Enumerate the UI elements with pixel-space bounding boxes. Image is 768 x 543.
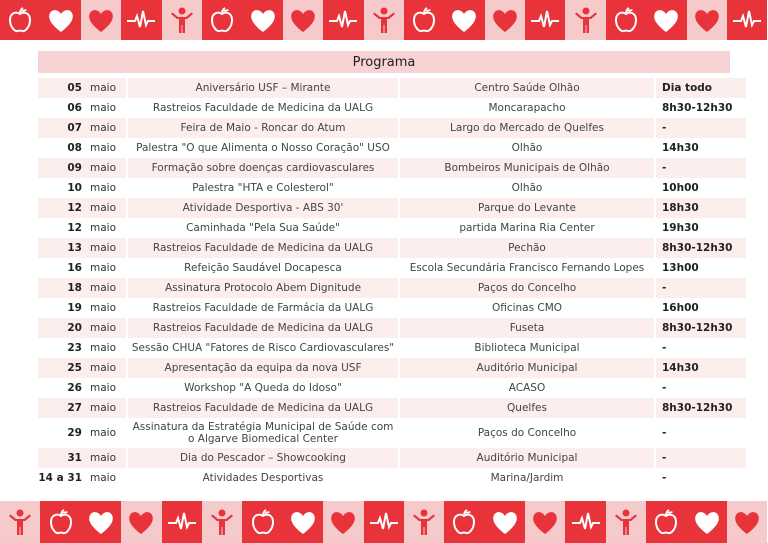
heartbeat-icon xyxy=(126,5,156,35)
apple-icon xyxy=(449,507,479,537)
border-tile xyxy=(525,0,565,40)
schedule-day: 07 xyxy=(38,118,88,138)
table-row xyxy=(38,448,746,468)
apple-icon xyxy=(409,5,439,35)
schedule-place: Escola Secundária Francisco Fernando Lopes xyxy=(400,258,656,278)
border-tile xyxy=(606,501,646,543)
border-tile xyxy=(646,0,686,40)
schedule-month: maio xyxy=(88,448,126,468)
heartbeat-icon xyxy=(732,5,762,35)
schedule-month: maio xyxy=(88,338,126,358)
border-tile xyxy=(323,501,363,543)
table-row xyxy=(38,158,746,178)
schedule-time: - xyxy=(656,418,746,448)
border-tile xyxy=(283,0,323,40)
heart-icon xyxy=(490,507,520,537)
border-tile xyxy=(81,501,121,543)
top-icon-border xyxy=(0,0,768,40)
table-row xyxy=(38,418,746,448)
heart-icon xyxy=(732,507,762,537)
table-row xyxy=(38,398,746,418)
schedule-event: Atividades Desportivas xyxy=(126,468,400,488)
heart-icon xyxy=(248,5,278,35)
heart-icon xyxy=(288,507,318,537)
schedule-time: 19h30 xyxy=(656,218,746,238)
schedule-time: 13h00 xyxy=(656,258,746,278)
schedule-month: maio xyxy=(88,318,126,338)
heartbeat-icon xyxy=(167,507,197,537)
schedule-event: Formação sobre doenças cardiovasculares xyxy=(126,158,400,178)
border-tile xyxy=(162,501,202,543)
border-tile xyxy=(242,0,282,40)
border-tile xyxy=(283,501,323,543)
person-icon xyxy=(611,507,641,537)
schedule-day: 18 xyxy=(38,278,88,298)
schedule-day: 29 xyxy=(38,418,88,448)
schedule-event: Apresentação da equipa da nova USF xyxy=(126,358,400,378)
border-tile xyxy=(404,501,444,543)
schedule-day: 12 xyxy=(38,198,88,218)
table-row xyxy=(38,298,746,318)
schedule-place: Auditório Municipal xyxy=(400,358,656,378)
border-tile xyxy=(646,501,686,543)
person-icon xyxy=(571,5,601,35)
heart-icon xyxy=(449,5,479,35)
border-tile xyxy=(0,501,40,543)
schedule-event: Sessão CHUA "Fatores de Risco Cardiovasculares" xyxy=(126,338,400,358)
schedule-place: Marina/Jardim xyxy=(400,468,656,488)
heart-icon xyxy=(692,507,722,537)
schedule-time: 8h30-12h30 xyxy=(656,238,746,258)
schedule-time: - xyxy=(656,448,746,468)
border-tile xyxy=(606,0,646,40)
schedule-table xyxy=(38,78,746,488)
schedule-month: maio xyxy=(88,278,126,298)
schedule-time: - xyxy=(656,158,746,178)
schedule-place: Olhão xyxy=(400,138,656,158)
heart-icon xyxy=(288,5,318,35)
apple-icon xyxy=(46,507,76,537)
border-tile xyxy=(364,501,404,543)
apple-icon xyxy=(5,5,35,35)
schedule-place: Centro Saúde Olhão xyxy=(400,78,656,98)
schedule-event: Rastreios Faculdade de Medicina da UALG xyxy=(126,398,400,418)
schedule-day: 08 xyxy=(38,138,88,158)
table-row xyxy=(38,138,746,158)
border-tile xyxy=(202,501,242,543)
table-row xyxy=(38,338,746,358)
border-tile xyxy=(687,501,727,543)
schedule-event: Refeição Saudável Docapesca xyxy=(126,258,400,278)
schedule-event: Assinatura Protocolo Abem Dignitude xyxy=(126,278,400,298)
schedule-month: maio xyxy=(88,198,126,218)
schedule-time: 14h30 xyxy=(656,138,746,158)
schedule-time: 14h30 xyxy=(656,358,746,378)
table-row xyxy=(38,98,746,118)
schedule-month: maio xyxy=(88,378,126,398)
heartbeat-icon xyxy=(328,5,358,35)
schedule-time: 8h30-12h30 xyxy=(656,318,746,338)
schedule-month: maio xyxy=(88,118,126,138)
schedule-month: maio xyxy=(88,138,126,158)
table-row xyxy=(38,198,746,218)
schedule-month: maio xyxy=(88,418,126,448)
schedule-time: - xyxy=(656,118,746,138)
schedule-time: - xyxy=(656,378,746,398)
border-tile xyxy=(727,0,767,40)
person-icon xyxy=(167,5,197,35)
schedule-place: Fuseta xyxy=(400,318,656,338)
schedule-time: 16h00 xyxy=(656,298,746,318)
schedule-place: Bombeiros Municipais de Olhão xyxy=(400,158,656,178)
schedule-day: 26 xyxy=(38,378,88,398)
table-row xyxy=(38,258,746,278)
schedule-event: Caminhada "Pela Sua Saúde" xyxy=(126,218,400,238)
schedule-month: maio xyxy=(88,238,126,258)
border-tile xyxy=(444,0,484,40)
schedule-place: Oficinas CMO xyxy=(400,298,656,318)
bottom-icon-border xyxy=(0,501,768,543)
schedule-place: Auditório Municipal xyxy=(400,448,656,468)
schedule-event: Feira de Maio - Roncar do Atum xyxy=(126,118,400,138)
schedule-place: Paços do Concelho xyxy=(400,278,656,298)
border-tile xyxy=(121,501,161,543)
schedule-event: Aniversário USF – Mirante xyxy=(126,78,400,98)
table-row xyxy=(38,178,746,198)
person-icon xyxy=(5,507,35,537)
border-tile xyxy=(687,0,727,40)
table-row xyxy=(38,318,746,338)
schedule-event: Rastreios Faculdade de Farmácia da UALG xyxy=(126,298,400,318)
schedule-day: 20 xyxy=(38,318,88,338)
schedule-event: Assinatura da Estratégia Municipal de Saúde com o Algarve Biomedical Center xyxy=(126,418,400,448)
border-tile xyxy=(162,0,202,40)
border-tile xyxy=(525,501,565,543)
schedule-month: maio xyxy=(88,298,126,318)
heart-icon xyxy=(46,5,76,35)
heart-icon xyxy=(86,5,116,35)
border-tile xyxy=(727,501,767,543)
schedule-place: Paços do Concelho xyxy=(400,418,656,448)
schedule-event: Atividade Desportiva - ABS 30' xyxy=(126,198,400,218)
border-tile xyxy=(485,0,525,40)
apple-icon xyxy=(207,5,237,35)
schedule-month: maio xyxy=(88,218,126,238)
border-tile xyxy=(404,0,444,40)
table-row xyxy=(38,378,746,398)
schedule-month: maio xyxy=(88,78,126,98)
person-icon xyxy=(409,507,439,537)
table-row xyxy=(38,278,746,298)
schedule-event: Palestra "O que Alimenta o Nosso Coração" USO xyxy=(126,138,400,158)
schedule-day: 27 xyxy=(38,398,88,418)
schedule-month: maio xyxy=(88,158,126,178)
schedule-place: Pechão xyxy=(400,238,656,258)
schedule-time: 8h30-12h30 xyxy=(656,398,746,418)
schedule-month: maio xyxy=(88,98,126,118)
heartbeat-icon xyxy=(571,507,601,537)
schedule-place: Biblioteca Municipal xyxy=(400,338,656,358)
person-icon xyxy=(207,507,237,537)
schedule-month: maio xyxy=(88,398,126,418)
heart-icon xyxy=(530,507,560,537)
heartbeat-icon xyxy=(530,5,560,35)
heart-icon xyxy=(490,5,520,35)
schedule-day: 05 xyxy=(38,78,88,98)
schedule-event: Rastreios Faculdade de Medicina da UALG xyxy=(126,318,400,338)
schedule-place: partida Marina Ria Center xyxy=(400,218,656,238)
schedule-day: 10 xyxy=(38,178,88,198)
schedule-day: 12 xyxy=(38,218,88,238)
heart-icon xyxy=(86,507,116,537)
border-tile xyxy=(121,0,161,40)
schedule-place: Parque do Levante xyxy=(400,198,656,218)
border-tile xyxy=(202,0,242,40)
schedule-day: 19 xyxy=(38,298,88,318)
program-panel xyxy=(38,51,733,488)
border-tile xyxy=(40,0,80,40)
border-tile xyxy=(565,0,605,40)
schedule-day: 16 xyxy=(38,258,88,278)
schedule-day: 31 xyxy=(38,448,88,468)
border-tile xyxy=(565,501,605,543)
schedule-time: - xyxy=(656,278,746,298)
schedule-month: maio xyxy=(88,468,126,488)
schedule-event: Rastreios Faculdade de Medicina da UALG xyxy=(126,238,400,258)
schedule-place: ACASO xyxy=(400,378,656,398)
apple-icon xyxy=(611,5,641,35)
schedule-day: 14 a 31 xyxy=(38,468,88,488)
schedule-event: Rastreios Faculdade de Medicina da UALG xyxy=(126,98,400,118)
schedule-time: 10h00 xyxy=(656,178,746,198)
schedule-month: maio xyxy=(88,358,126,378)
schedule-day: 09 xyxy=(38,158,88,178)
schedule-time: 8h30-12h30 xyxy=(656,98,746,118)
page-title: Programa xyxy=(38,51,730,73)
table-row xyxy=(38,118,746,138)
schedule-place: Quelfes xyxy=(400,398,656,418)
apple-icon xyxy=(651,507,681,537)
heart-icon xyxy=(651,5,681,35)
border-tile xyxy=(40,501,80,543)
schedule-event: Palestra "HTA e Colesterol" xyxy=(126,178,400,198)
border-tile xyxy=(444,501,484,543)
border-tile xyxy=(0,0,40,40)
schedule-time: 18h30 xyxy=(656,198,746,218)
schedule-place: Moncarapacho xyxy=(400,98,656,118)
table-row xyxy=(38,78,746,98)
schedule-time: - xyxy=(656,468,746,488)
schedule-day: 25 xyxy=(38,358,88,378)
schedule-place: Olhão xyxy=(400,178,656,198)
border-tile xyxy=(485,501,525,543)
table-row xyxy=(38,468,746,488)
table-row xyxy=(38,358,746,378)
border-tile xyxy=(364,0,404,40)
person-icon xyxy=(369,5,399,35)
schedule-event: Workshop "A Queda do Idoso" xyxy=(126,378,400,398)
border-tile xyxy=(242,501,282,543)
schedule-day: 23 xyxy=(38,338,88,358)
heart-icon xyxy=(328,507,358,537)
border-tile xyxy=(323,0,363,40)
schedule-day: 13 xyxy=(38,238,88,258)
heartbeat-icon xyxy=(369,507,399,537)
apple-icon xyxy=(248,507,278,537)
schedule-place: Largo do Mercado de Quelfes xyxy=(400,118,656,138)
heart-icon xyxy=(692,5,722,35)
schedule-time: Dia todo xyxy=(656,78,746,98)
schedule-month: maio xyxy=(88,258,126,278)
border-tile xyxy=(81,0,121,40)
table-row xyxy=(38,218,746,238)
schedule-day: 06 xyxy=(38,98,88,118)
schedule-time: - xyxy=(656,338,746,358)
table-row xyxy=(38,238,746,258)
schedule-event: Dia do Pescador – Showcooking xyxy=(126,448,400,468)
heart-icon xyxy=(126,507,156,537)
schedule-month: maio xyxy=(88,178,126,198)
